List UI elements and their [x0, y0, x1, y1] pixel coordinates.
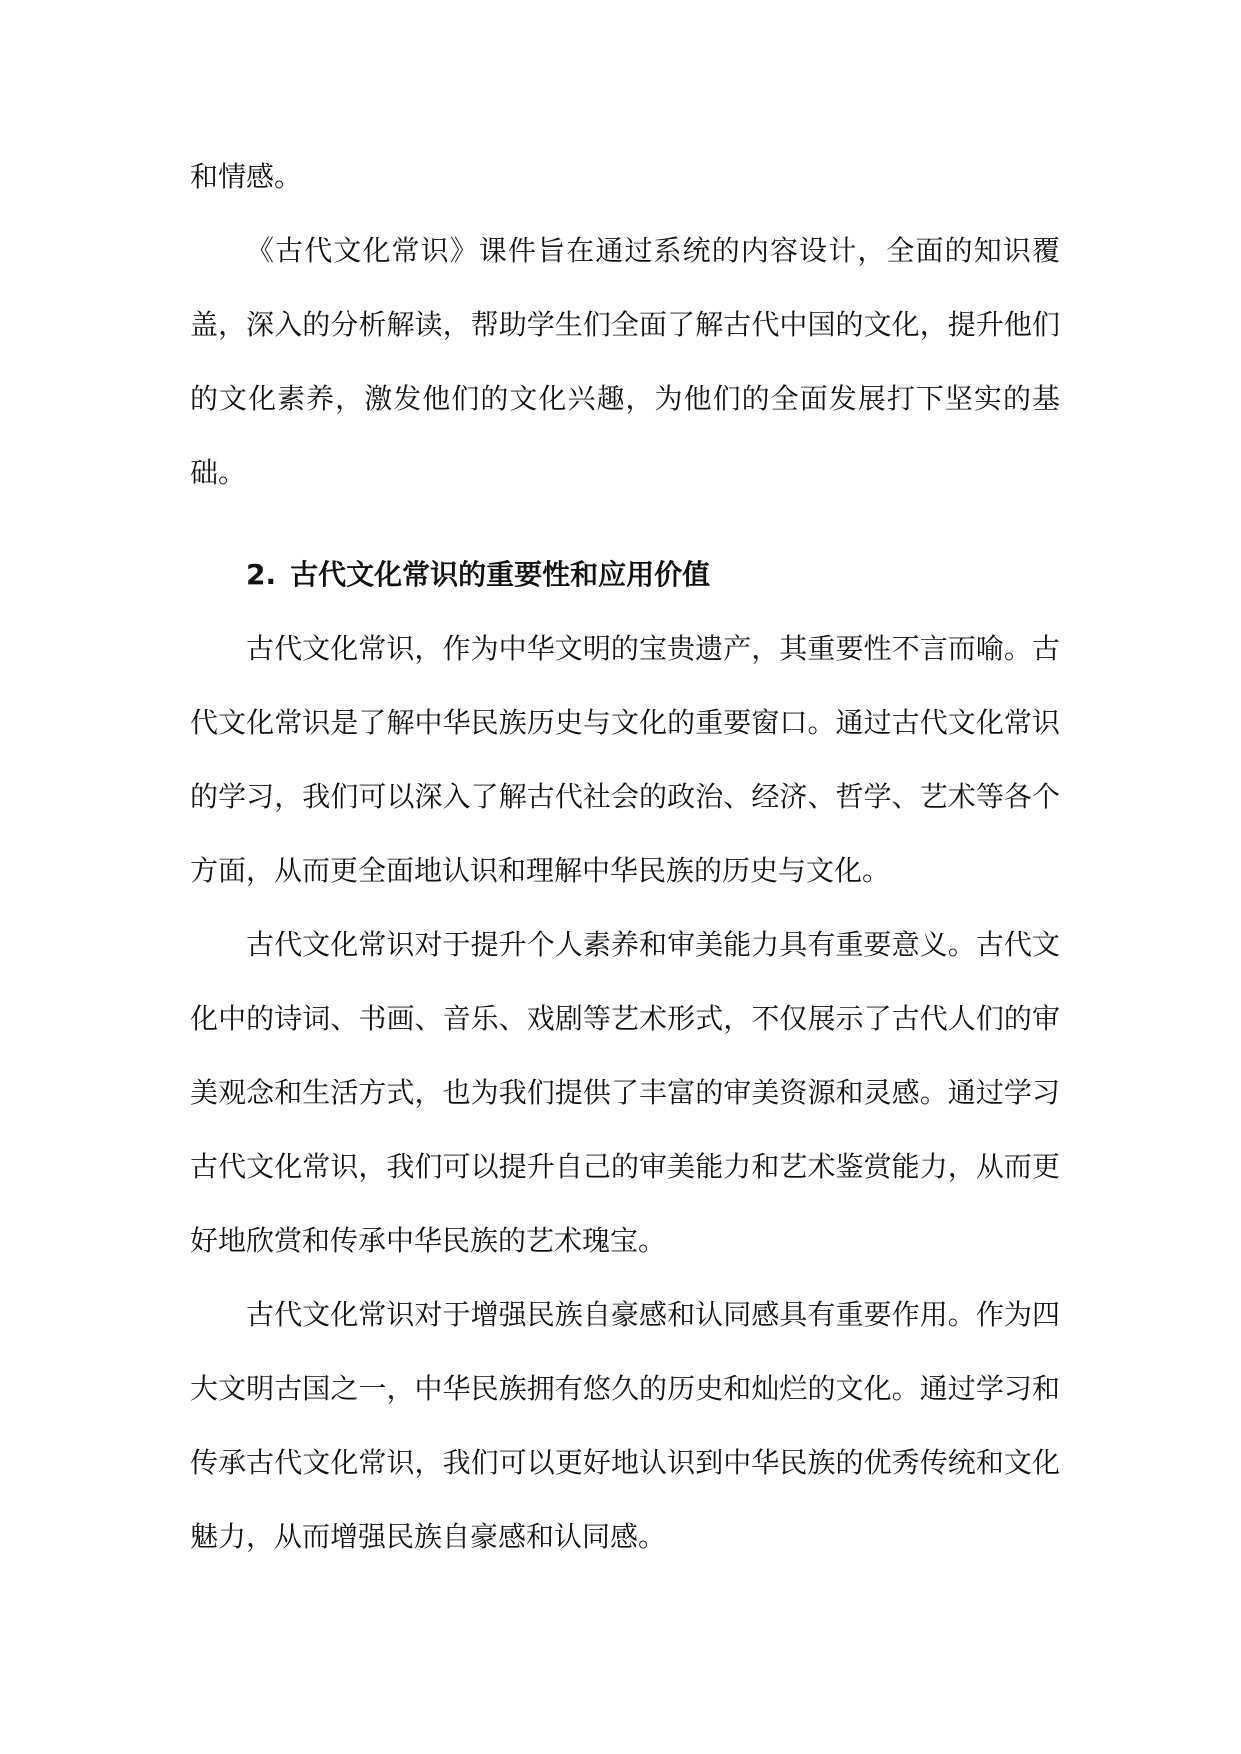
- paragraph-courseware-purpose: 《古代文化常识》课件旨在通过系统的内容设计，全面的知识覆盖，深入的分析解读，帮助学生们全面了解古代中国的文化，提升他们的文化素养，激发他们的文化兴趣，为他们的全面发展打下坚实的基础。: [190, 234, 1060, 489]
- paragraph-national-pride: 古代文化常识对于增强民族自豪感和认同感具有重要作用。作为四大文明古国之一，中华民族拥有悠久的历史和灿烂的文化。通过学习和传承古代文化常识，我们可以更好地认识到中华民族的优秀传统和文化魅力，从而增强民族自豪感和认同感。: [190, 1298, 1060, 1553]
- paragraph-continuation: 和情感。: [190, 160, 303, 193]
- document-body: [190, 140, 1060, 1574]
- paragraph-importance: 古代文化常识，作为中华文明的宝贵遗产，其重要性不言而喻。古代文化常识是了解中华民族历史与文化的重要窗口。通过古代文化常识的学习，我们可以深入了解古代社会的政治、经济、哲学、艺术等各个方面，从而更全面地认识和理解中华民族的历史与文化。: [190, 632, 1060, 887]
- section-heading: [190, 538, 1060, 612]
- section-number: 2.: [246, 558, 277, 591]
- paragraph-aesthetics: 古代文化常识对于提升个人素养和审美能力具有重要意义。古代文化中的诗词、书画、音乐、戏剧等艺术形式，不仅展示了古代人们的审美观念和生活方式，也为我们提供了丰富的审美资源和灵感。通过学习古代文化常识，我们可以提升自己的审美能力和艺术鉴赏能力，从而更好地欣赏和传承中华民族的艺术瑰宝。: [190, 928, 1060, 1257]
- section-title: 古代文化常识的重要性和应用价值: [290, 558, 711, 591]
